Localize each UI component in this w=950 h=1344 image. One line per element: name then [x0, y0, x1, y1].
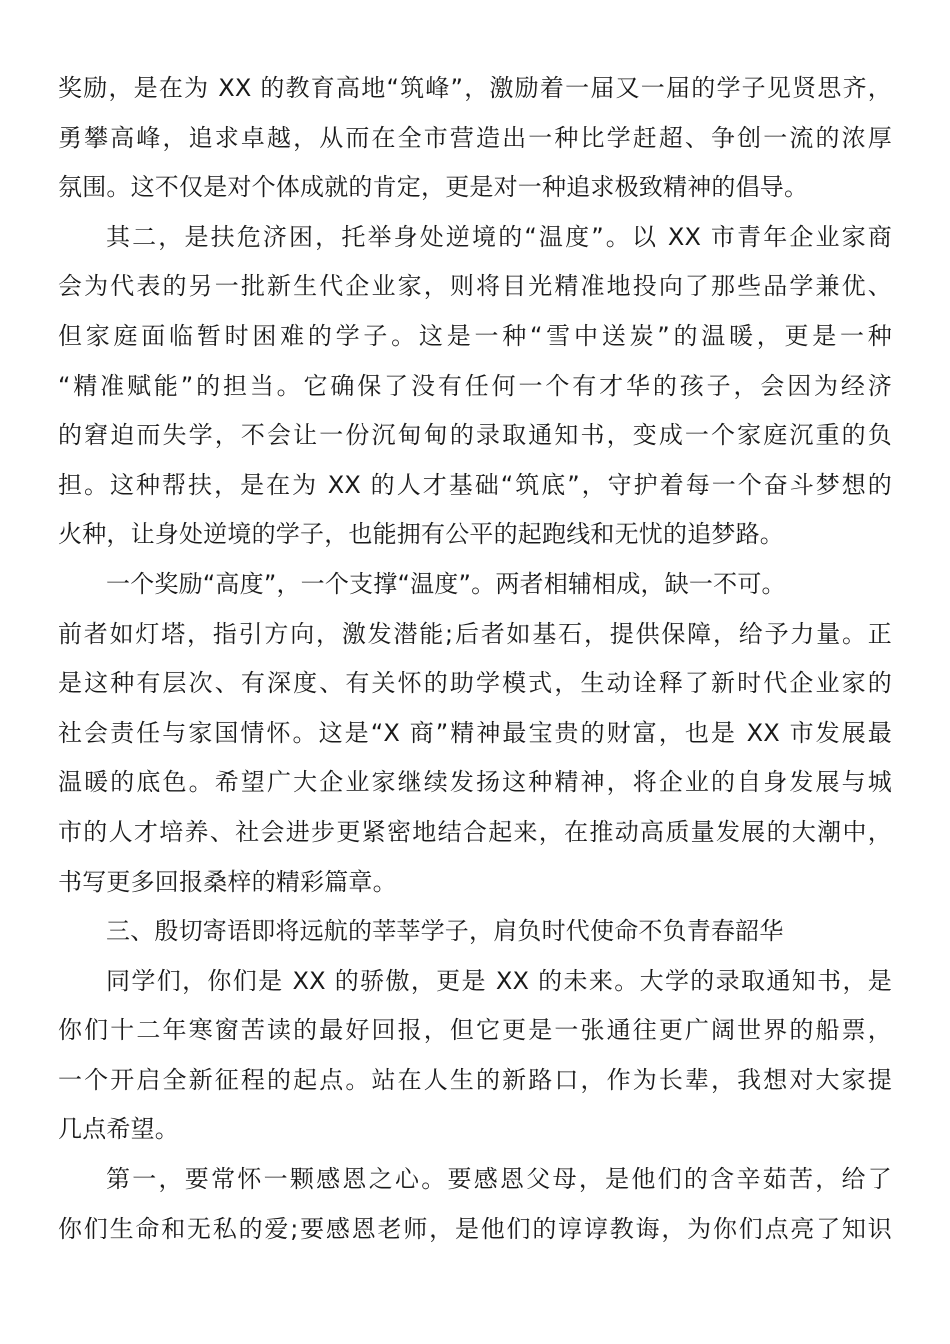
text-line: 社会责任与家国情怀。这是“X 商”精神最宝贵的财富，也是 XX 市发展最: [58, 718, 892, 747]
text-line: 是这种有层次、有深度、有关怀的助学模式，生动诠释了新时代企业家的: [58, 669, 892, 698]
text-line: 书写更多回报桑梓的精彩篇章。: [58, 867, 397, 896]
text-line: 氛围。这不仅是对个体成就的肯定，更是对一种追求极致精神的倡导。: [58, 173, 809, 202]
text-line: “精准赋能”的担当。它确保了没有任何一个有才华的孩子，会因为经济: [58, 371, 892, 400]
text-line: 你们生命和无私的爱;要感恩老师，是他们的谆谆教诲，为你们点亮了知识: [58, 1214, 892, 1243]
text-line: 其二，是扶危济困，托举身处逆境的“温度”。以 XX 市青年企业家商: [106, 222, 892, 251]
document-page: [58, 64, 892, 1254]
text-line: 奖励，是在为 XX 的教育高地“筑峰”，激励着一届又一届的学子见贤思齐，: [58, 74, 892, 102]
section-heading: 三、殷切寄语即将远航的莘莘学子，肩负时代使命不负青春韶华: [106, 917, 784, 946]
text-line: 你们十二年寒窗苦读的最好回报，但它更是一张通往更广阔世界的船票，: [58, 1016, 892, 1045]
text-line: 会为代表的另一批新生代企业家，则将目光精准地投向了那些品学兼优、: [58, 272, 892, 301]
text-line: 担。这种帮扶，是在为 XX 的人才基础“筑底”，守护着每一个奋斗梦想的: [58, 470, 892, 499]
text-line: 一个开启全新征程的起点。站在人生的新路口，作为长辈，我想对大家提: [58, 1065, 892, 1094]
text-line: 的窘迫而失学，不会让一份沉甸甸的录取通知书，变成一个家庭沉重的负: [58, 421, 892, 450]
text-line: 市的人才培养、社会进步更紧密地结合起来，在推动高质量发展的大潮中，: [58, 817, 892, 846]
text-line: 火种，让身处逆境的学子，也能拥有公平的起跑线和无忧的追梦路。: [58, 520, 784, 549]
text-line: 勇攀高峰，追求卓越，从而在全市营造出一种比学赶超、争创一流的浓厚: [58, 123, 892, 152]
text-line: 一个奖励“高度”，一个支撑“温度”。两者相辅相成，缺一不可。: [106, 569, 786, 598]
text-line: 前者如灯塔，指引方向，激发潜能;后者如基石，提供保障，给予力量。正: [58, 619, 892, 648]
text-line: 第一，要常怀一颗感恩之心。要感恩父母，是他们的含辛茹苦，给了: [106, 1165, 892, 1194]
text-line: 几点希望。: [58, 1115, 179, 1144]
text-line: 同学们，你们是 XX 的骄傲，更是 XX 的未来。大学的录取通知书，是: [106, 966, 892, 995]
text-line: 温暖的底色。希望广大企业家继续发扬这种精神，将企业的自身发展与城: [58, 768, 892, 797]
text-line: 但家庭面临暂时困难的学子。这是一种“雪中送炭”的温暖，更是一种: [58, 321, 892, 350]
